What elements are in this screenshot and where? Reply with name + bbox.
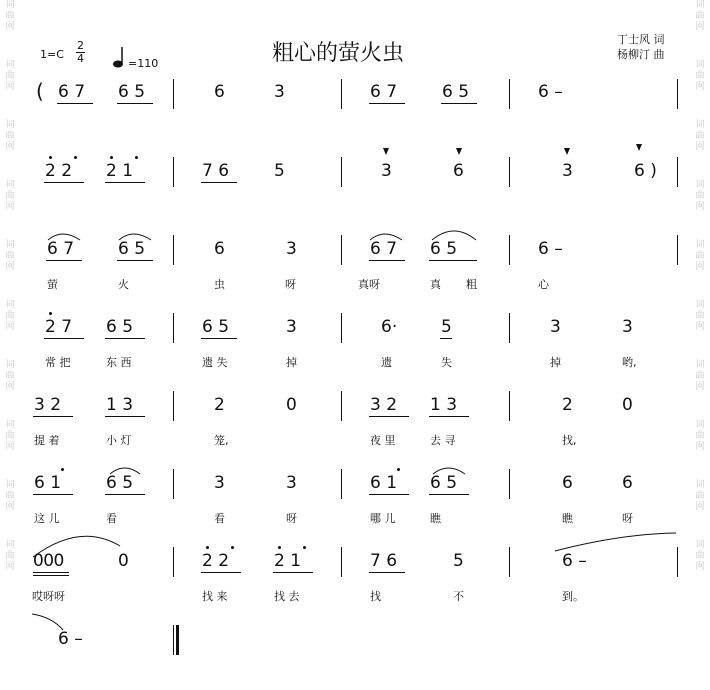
underline: [33, 494, 73, 495]
lyric: 真呀: [358, 278, 380, 291]
underline: [44, 182, 84, 183]
lyric: 心: [538, 278, 549, 291]
composer-credit: 杨柳汀 曲: [617, 48, 665, 61]
lyric: 呀: [285, 278, 296, 291]
barline: [173, 157, 174, 187]
lyric: 夜 里: [370, 434, 396, 447]
lyric: 找 去: [274, 590, 300, 603]
note: 3: [214, 473, 225, 493]
watermark-char: 网: [5, 442, 15, 452]
note-group: 6 7: [47, 239, 75, 259]
lyric: 常 把: [45, 356, 71, 369]
underline: [105, 338, 145, 339]
underline: [429, 260, 477, 261]
watermark-char: 词: [5, 480, 15, 490]
watermark-char: 曲: [695, 191, 705, 201]
watermark-char: 词: [695, 300, 705, 310]
lyric: 萤: [47, 278, 58, 291]
lyric: 掉: [286, 356, 297, 369]
note: 6 ): [634, 161, 657, 181]
underline: [201, 572, 241, 573]
barline: [677, 79, 678, 109]
lyric: 哟,: [622, 356, 637, 369]
accent-mark: [636, 144, 642, 151]
watermark-char: 曲: [5, 371, 15, 381]
barline: [173, 391, 174, 421]
barline: [173, 235, 174, 265]
lyric: 到。: [562, 590, 584, 603]
lyric: 找: [370, 590, 381, 603]
watermark-char: 网: [5, 322, 15, 332]
note-group: 6 5: [202, 317, 230, 337]
watermark-char: 曲: [695, 371, 705, 381]
watermark-char: 网: [695, 382, 705, 392]
lyric: 找,: [562, 434, 577, 447]
note-group: 6 5: [106, 473, 134, 493]
underline: [369, 416, 409, 417]
watermark-char: 词: [695, 60, 705, 70]
note-group: 0 0 0: [33, 551, 62, 571]
underline: [105, 494, 145, 495]
note: 6 –: [538, 82, 563, 102]
watermark-char: 网: [5, 382, 15, 392]
note: 6 –: [562, 551, 587, 571]
underline: [429, 416, 469, 417]
lyric: 呀: [286, 512, 297, 525]
lyric: 遗 失: [202, 356, 228, 369]
watermark-char: 曲: [5, 11, 15, 21]
octave-dot: [49, 312, 52, 315]
watermark-char: 曲: [695, 11, 705, 21]
watermark-char: 网: [5, 142, 15, 152]
underline: [105, 182, 145, 183]
watermark-char: 网: [695, 502, 705, 512]
tempo-marking: =110: [128, 57, 159, 70]
watermark-char: 网: [695, 142, 705, 152]
octave-dot: [206, 546, 209, 549]
note-group: 6 5: [442, 82, 470, 102]
barline: [677, 547, 678, 577]
watermark-char: 曲: [5, 311, 15, 321]
watermark-char: 词: [695, 420, 705, 430]
barline: [341, 235, 342, 265]
watermark-char: 网: [5, 562, 15, 572]
underline: [369, 494, 409, 495]
watermark-char: 网: [695, 562, 705, 572]
barline: [173, 79, 174, 109]
watermark-char: 曲: [5, 251, 15, 261]
lyric: 瞧: [430, 512, 441, 525]
barline: [341, 79, 342, 109]
underline: [429, 494, 469, 495]
barline: [509, 79, 510, 109]
octave-dot: [49, 156, 52, 159]
lyric: 东 西: [106, 356, 132, 369]
underline: [46, 260, 82, 261]
watermark-char: 词: [695, 480, 705, 490]
note-group: 2 1: [106, 161, 134, 181]
watermark-char: 词: [5, 0, 15, 10]
note-group: 2 2: [45, 161, 73, 181]
note: 6: [453, 161, 464, 181]
note: 6 –: [538, 239, 563, 259]
note-group: 7 6: [370, 551, 398, 571]
note: 6: [622, 473, 633, 493]
note: 6·: [381, 317, 398, 337]
watermark-char: 词: [695, 180, 705, 190]
note: 6: [214, 239, 225, 259]
note: 5: [274, 161, 285, 181]
underline: [441, 103, 477, 104]
barline: [173, 313, 174, 343]
note: 0: [622, 395, 633, 415]
watermark-char: 曲: [695, 131, 705, 141]
lyric: 火: [118, 278, 129, 291]
lyric: 找 来: [202, 590, 228, 603]
note-group: 6 7: [58, 82, 86, 102]
watermark-char: 词: [695, 360, 705, 370]
barline: [509, 469, 510, 499]
note: 5: [441, 317, 452, 337]
accent-mark: [383, 148, 389, 155]
note: 0: [118, 551, 129, 571]
watermark-char: 词: [695, 540, 705, 550]
watermark-char: 网: [5, 22, 15, 32]
note: 2: [562, 395, 573, 415]
barline: [341, 313, 342, 343]
note: 5: [453, 551, 464, 571]
watermark-char: 网: [695, 22, 705, 32]
barline: [341, 547, 342, 577]
watermark-char: 网: [695, 202, 705, 212]
barline: [509, 391, 510, 421]
watermark-char: 曲: [695, 311, 705, 321]
lyric: 提 着: [34, 434, 60, 447]
watermark-char: 网: [5, 202, 15, 212]
watermark-char: 词: [5, 240, 15, 250]
underline: [273, 572, 313, 573]
note: 3: [622, 317, 633, 337]
note: 6: [562, 473, 573, 493]
note-group: 6 1: [370, 473, 398, 493]
open-paren: (: [36, 79, 44, 103]
lyric: 这 儿: [34, 512, 60, 525]
barline: [509, 235, 510, 265]
note: 3: [286, 473, 297, 493]
note-group: 3 2: [370, 395, 398, 415]
watermark-char: 曲: [695, 551, 705, 561]
note-group: 6 5: [430, 473, 458, 493]
octave-dot: [61, 468, 64, 471]
key-signature: 1=C: [40, 48, 64, 61]
barline: [341, 157, 342, 187]
note-group: 3 2: [34, 395, 62, 415]
underline: [44, 338, 84, 339]
barline: [677, 157, 678, 187]
watermark-char: 词: [5, 540, 15, 550]
note-group: 6 7: [370, 239, 398, 259]
underline: [117, 260, 153, 261]
final-barline-thin: [173, 625, 174, 655]
note-group: 7 6: [202, 161, 230, 181]
note-group: 6 5: [118, 239, 146, 259]
tie: [32, 614, 63, 630]
lyric: 呀: [622, 512, 633, 525]
lyric: 去 寻: [430, 434, 456, 447]
note: 6: [214, 82, 225, 102]
watermark-char: 曲: [695, 251, 705, 261]
watermark-char: 词: [5, 300, 15, 310]
note: 3: [550, 317, 561, 337]
underline: [33, 572, 69, 573]
watermark-char: 词: [695, 0, 705, 10]
note-group: 2 7: [45, 317, 73, 337]
lyric: 掉: [550, 356, 561, 369]
underline: [57, 103, 93, 104]
lyric: 虫: [214, 278, 225, 291]
note-group: 6 1: [34, 473, 62, 493]
note-group: 6 5: [106, 317, 134, 337]
lyric: 哎呀呀: [32, 590, 65, 603]
barline: [509, 547, 510, 577]
watermark-char: 词: [5, 360, 15, 370]
watermark-char: 词: [5, 180, 15, 190]
octave-dot: [110, 156, 113, 159]
watermark-char: 曲: [695, 431, 705, 441]
barline: [509, 157, 510, 187]
accent-mark: [564, 148, 570, 155]
note-group: 2 2: [202, 551, 230, 571]
barline: [509, 313, 510, 343]
watermark-char: 网: [5, 262, 15, 272]
lyric: 小 灯: [106, 434, 132, 447]
octave-dot: [135, 156, 138, 159]
watermark-char: 词: [695, 240, 705, 250]
underline: [369, 572, 405, 573]
note-group: 1 3: [430, 395, 458, 415]
lyric: 笼,: [214, 434, 229, 447]
underline: [105, 416, 145, 417]
underline: [33, 575, 69, 576]
watermark-char: 曲: [5, 491, 15, 501]
lyric: 瞧: [562, 512, 573, 525]
lyric: 真: [430, 278, 441, 291]
note: 2: [214, 395, 225, 415]
note: 3: [562, 161, 573, 181]
time-signature-top: 2: [77, 39, 84, 52]
underline: [440, 338, 452, 339]
octave-dot: [303, 546, 306, 549]
octave-dot: [397, 468, 400, 471]
underline: [117, 103, 153, 104]
note-group: 6 5: [430, 239, 458, 259]
watermark-char: 网: [5, 502, 15, 512]
lyricist-credit: 丁士风 词: [617, 33, 665, 46]
barline: [173, 469, 174, 499]
barline: [341, 391, 342, 421]
watermark-char: 网: [695, 442, 705, 452]
note-group: 6 5: [118, 82, 146, 102]
note-group: 1 3: [106, 395, 134, 415]
watermark-char: 网: [5, 82, 15, 92]
note-group: 2 1: [274, 551, 302, 571]
octave-dot: [74, 156, 77, 159]
lyric: 失: [441, 356, 452, 369]
watermark-char: 曲: [5, 431, 15, 441]
watermark-char: 曲: [695, 491, 705, 501]
watermark-char: 网: [695, 82, 705, 92]
octave-dot: [231, 546, 234, 549]
watermark-char: 曲: [5, 551, 15, 561]
underline: [201, 182, 237, 183]
lyric: 遗: [381, 356, 392, 369]
watermark-char: 词: [695, 120, 705, 130]
watermark-char: 词: [5, 120, 15, 130]
underline: [201, 338, 237, 339]
lyric: 哪 儿: [370, 512, 396, 525]
underline: [33, 416, 73, 417]
lyric: 不: [453, 590, 464, 603]
accent-mark: [456, 148, 462, 155]
watermark-char: 曲: [695, 71, 705, 81]
watermark-char: 网: [695, 322, 705, 332]
underline: [369, 260, 405, 261]
lyric: 看: [214, 512, 225, 525]
underline: [369, 103, 405, 104]
watermark-char: 词: [5, 60, 15, 70]
barline: [677, 235, 678, 265]
watermark-char: 曲: [5, 71, 15, 81]
watermark-char: 词: [5, 420, 15, 430]
watermark-char: 曲: [5, 191, 15, 201]
time-signature-bottom: 4: [77, 52, 84, 65]
note: 3: [286, 239, 297, 259]
note: 6 –: [58, 629, 83, 649]
watermark-char: 曲: [5, 131, 15, 141]
song-title: 粗心的萤火虫: [272, 41, 405, 66]
lyric: 看: [106, 512, 117, 525]
note: 3: [381, 161, 392, 181]
lyric: 粗: [466, 278, 477, 291]
note: 3: [286, 317, 297, 337]
barline: [341, 469, 342, 499]
tie: [555, 533, 676, 551]
barline: [173, 547, 174, 577]
octave-dot: [278, 546, 281, 549]
note-group: 6 7: [370, 82, 398, 102]
note: 0: [286, 395, 297, 415]
final-barline-thick: [176, 625, 179, 655]
watermark-char: 网: [695, 262, 705, 272]
note: 3: [274, 82, 285, 102]
